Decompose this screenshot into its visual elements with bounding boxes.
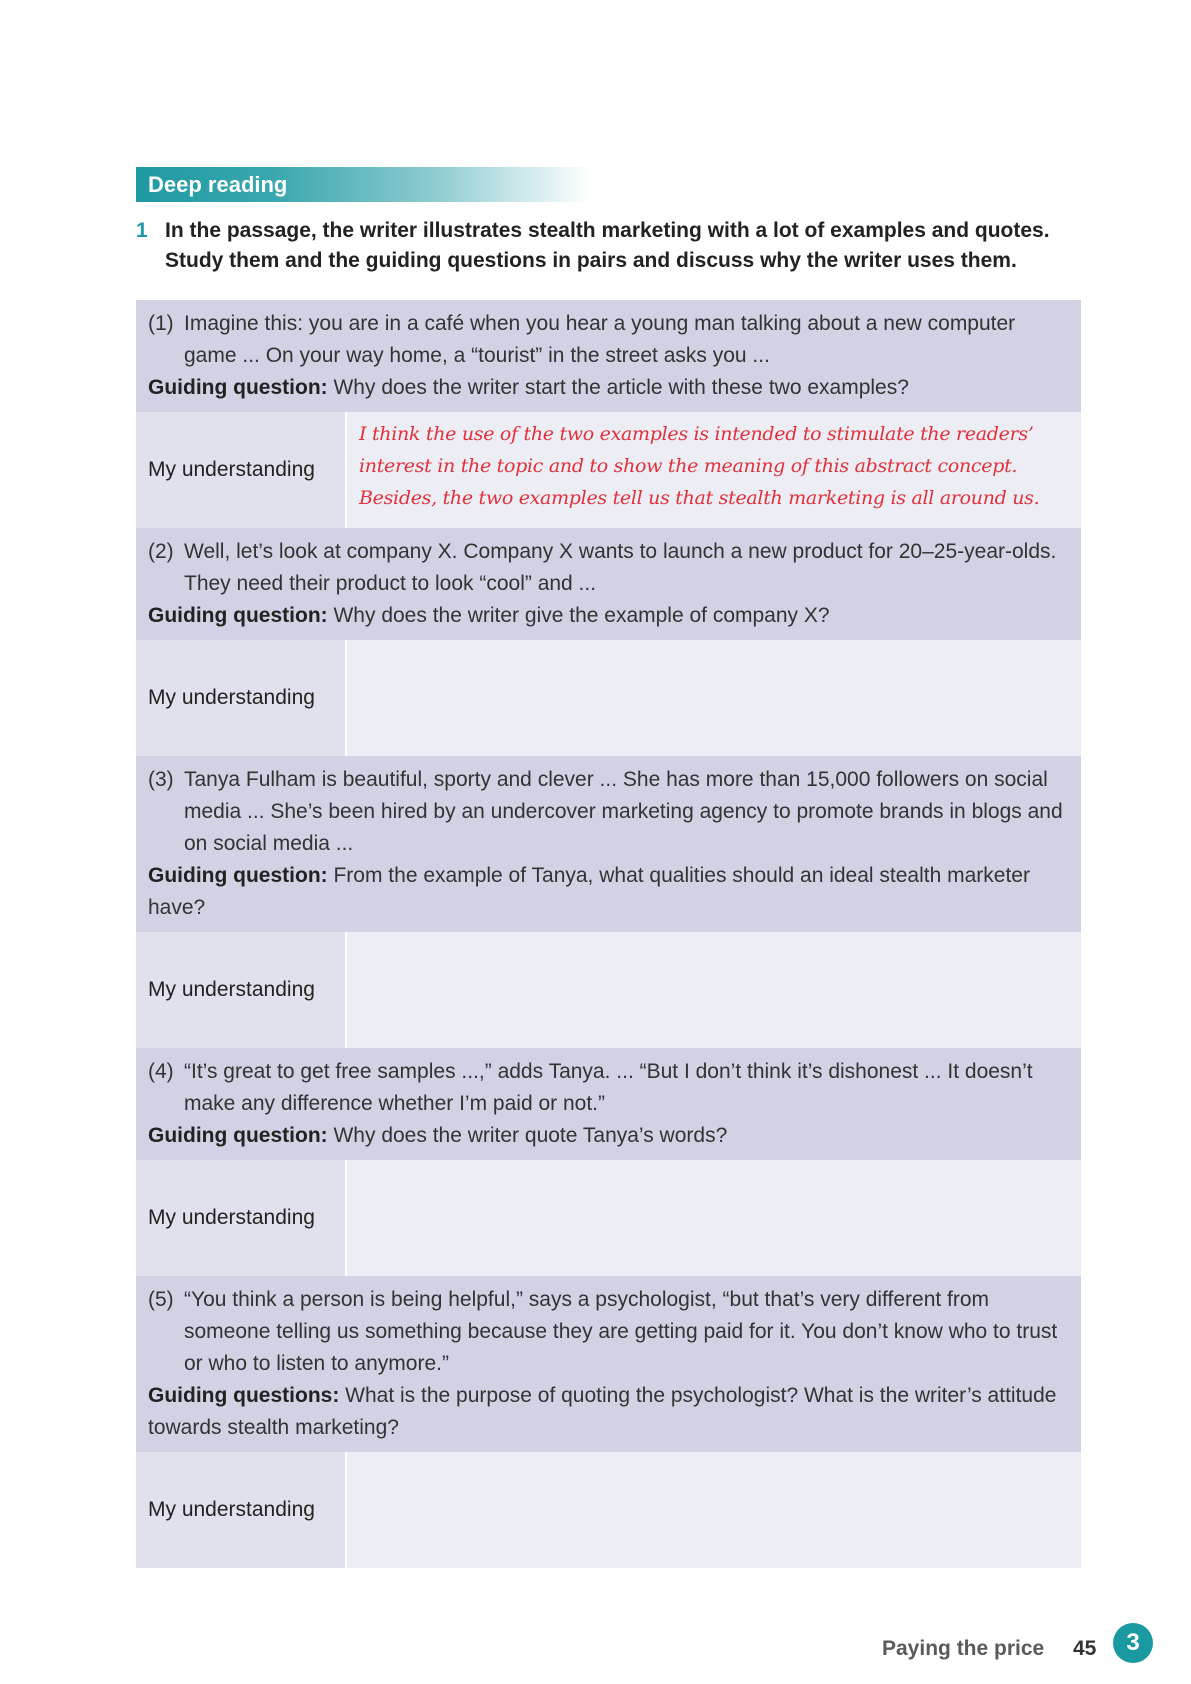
handwritten-answer xyxy=(347,1452,1081,1458)
answer-row xyxy=(136,932,1081,1048)
guiding-question-label: Guiding question: xyxy=(148,1124,328,1147)
item-prompt: Tanya Fulham is beautiful, sporty and clever ... She has more than 15,000 followers on social media ... She’s been hired by an undercover marketing agency to promote brands in blogs and on social media ... xyxy=(184,768,1063,855)
instruction-text: In the passage, the writer illustrates stealth marketing with a lot of examples and quotes. Study them and the guiding questions in pairs and discuss why the writer uses them. xyxy=(165,219,1050,272)
instruction xyxy=(136,216,1086,276)
question-row xyxy=(136,300,1081,412)
handwritten-answer xyxy=(347,640,1081,646)
answer-area[interactable] xyxy=(347,640,1081,756)
item-number: (1) xyxy=(148,312,174,335)
question-row xyxy=(136,1048,1081,1160)
question-row xyxy=(136,1276,1081,1452)
unit-title: Paying the price xyxy=(882,1637,1045,1660)
question-row xyxy=(136,756,1081,932)
answer-label: My understanding xyxy=(136,1160,347,1276)
answer-label: My understanding xyxy=(136,640,347,756)
answer-area[interactable] xyxy=(347,1452,1081,1568)
guiding-question xyxy=(148,1380,1067,1444)
page-number: 45 xyxy=(1073,1637,1097,1660)
answer-label: My understanding xyxy=(136,412,347,528)
item-prompt: Well, let’s look at company X. Company X wants to launch a new product for 20–25-year-olds. They need their product to look “cool” and ... xyxy=(184,540,1057,595)
item-number: (5) xyxy=(148,1288,174,1311)
guiding-question-text: What is the purpose of quoting the psychologist? What is the writer’s attitude towards stealth marketing? xyxy=(148,1384,1057,1439)
handwritten-answer xyxy=(347,932,1081,938)
item-number: (4) xyxy=(148,1060,174,1083)
guiding-question xyxy=(148,1120,1067,1152)
answer-row xyxy=(136,412,1081,528)
answer-area[interactable] xyxy=(347,412,1081,528)
answer-row xyxy=(136,1160,1081,1276)
handwritten-answer xyxy=(347,1160,1081,1166)
answer-label: My understanding xyxy=(136,932,347,1048)
handwritten-answer: I think the use of the two examples is intended to stimulate the readers’ interest in the topic and to show the meaning of this abstract concept. Besides, the two examples tell us that stealth marketing is all around us. xyxy=(359,423,1040,509)
item-number: (3) xyxy=(148,768,174,791)
answer-row xyxy=(136,640,1081,756)
exercise-table xyxy=(136,300,1081,1568)
item-number: (2) xyxy=(148,540,174,563)
guiding-question xyxy=(148,860,1067,924)
question-row xyxy=(136,528,1081,640)
guiding-question-text: Why does the writer give the example of company X? xyxy=(333,604,830,627)
guiding-question-label: Guiding questions: xyxy=(148,1384,340,1407)
item-prompt: “It’s great to get free samples ...,” adds Tanya. ... “But I don’t think it’s dishonest ... It doesn’t make any difference whether I’m paid or not.” xyxy=(184,1060,1033,1115)
guiding-question-text: Why does the writer start the article with these two examples? xyxy=(333,376,909,399)
guiding-question xyxy=(148,372,1067,404)
answer-label: My understanding xyxy=(136,1452,347,1568)
guiding-question-label: Guiding question: xyxy=(148,864,328,887)
item-prompt: Imagine this: you are in a café when you hear a young man talking about a new computer game ... On your way home, a “tourist” in the street asks you ... xyxy=(184,312,1016,367)
unit-badge: 3 xyxy=(1113,1623,1153,1663)
guiding-question xyxy=(148,600,1067,632)
guiding-question-label: Guiding question: xyxy=(148,376,328,399)
instruction-number: 1 xyxy=(136,219,148,242)
answer-row xyxy=(136,1452,1081,1568)
guiding-question-text: Why does the writer quote Tanya’s words? xyxy=(333,1124,728,1147)
item-prompt: “You think a person is being helpful,” says a psychologist, “but that’s very different from someone telling us something because they are getting paid for it. You don’t know who to trust or who to listen to anymore.” xyxy=(184,1288,1058,1375)
section-title: Deep reading xyxy=(136,167,591,202)
answer-area[interactable] xyxy=(347,932,1081,1048)
page-footer xyxy=(0,1623,1191,1673)
guiding-question-text: From the example of Tanya, what qualities should an ideal stealth marketer have? xyxy=(148,864,1030,919)
answer-area[interactable] xyxy=(347,1160,1081,1276)
guiding-question-label: Guiding question: xyxy=(148,604,328,627)
